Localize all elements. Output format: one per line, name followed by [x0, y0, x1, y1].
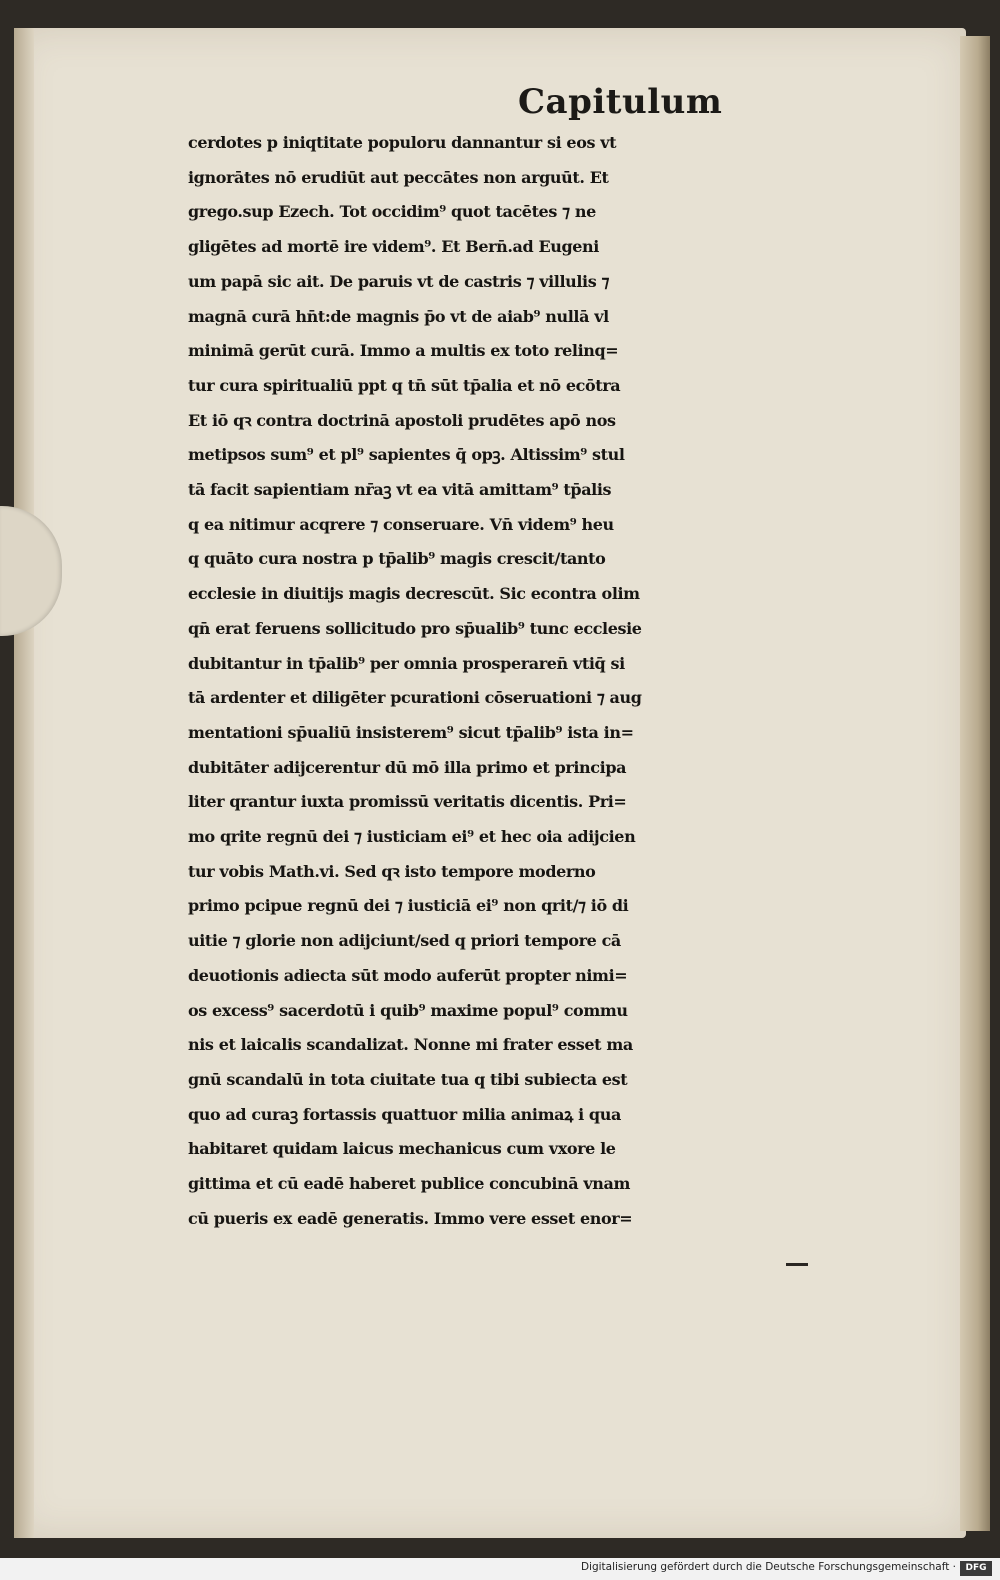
text-line: metipsos sum⁹ et pl⁹ sapientes q̄ opꝫ. Altissim⁹ stul [188, 445, 625, 465]
text-line: gligētes ad mortē ire videm⁹. Et Bern̄.ad Eugeni [188, 237, 599, 257]
text-line: deuotionis adiecta sūt modo auferūt propter nimi= [188, 965, 628, 985]
text-line: tā ardenter et diligēter pcurationi cōseruationi ⁊ aug [188, 688, 642, 708]
text-line: ecclesie in diuitijs magis decrescūt. Sic econtra olim [188, 584, 640, 604]
text-line: q ea nitimur acqrere ⁊ conseruare. Vn̄ videm⁹ heu [188, 514, 614, 534]
text-line: ignorātes nō erudiūt aut peccātes non arguūt. Et [188, 167, 609, 187]
running-head: Capitulum [518, 82, 723, 122]
text-line: dubitantur in tp̄alib⁹ per omnia prosperaren̄ vtiq̄ si [188, 653, 625, 673]
text-line: primo pcipue regnū dei ⁊ iusticiā ei⁹ non qrit/⁊ iō di [188, 896, 629, 916]
book-fore-edge [960, 36, 990, 1531]
page-gutter [14, 28, 34, 1538]
text-block [188, 126, 943, 1237]
footer-bar [0, 1558, 1000, 1580]
text-line: os excess⁹ sacerdotū i quib⁹ maxime popul⁹ commu [188, 1000, 628, 1020]
text-line: mo qrite regnū dei ⁊ iusticiam ei⁹ et hec oia adijcien [188, 827, 636, 847]
text-line: um papā sic ait. De paruis vt de castris ⁊ villulis ⁊ [188, 271, 610, 291]
text-line: tur vobis Math.vi. Sed qꝛ isto tempore moderno [188, 861, 596, 881]
text-line: grego.sup Ezech. Tot occidim⁹ quot tacētes ⁊ ne [188, 202, 596, 222]
text-line: cū pueris ex eadē generatis. Immo vere esset enor= [188, 1208, 633, 1228]
text-line: magnā curā hn̄t:de magnis p̄o vt de aiab⁹ nullā vl [188, 306, 609, 326]
text-line: tā facit sapientiam nr̄aꝫ vt ea vitā amittam⁹ tp̄alis [188, 480, 612, 500]
text-line: tur cura spiritualiū ppt q tn̄ sūt tp̄alia et nō ecōtra [188, 375, 621, 395]
text-line: q quāto cura nostra p tp̄alib⁹ magis crescit/tanto [188, 549, 606, 569]
text-line: minimā gerūt curā. Immo a multis ex toto relinq= [188, 341, 619, 361]
text-line: dubitāter adijcerentur dū mō illa primo et principa [188, 757, 627, 777]
text-line: quo ad curaꝫ fortassis quattuor milia animaꝝ i qua [188, 1104, 621, 1124]
text-line: uitie ⁊ glorie non adijciunt/sed q priori tempore cā [188, 931, 621, 951]
text-line: Et iō qꝛ contra doctrinā apostoli prudētes apō nos [188, 410, 616, 430]
catchword-mark [786, 1263, 808, 1266]
text-line: gittima et cū eadē haberet publice concubinā vnam [188, 1174, 631, 1194]
text-line: qn̄ erat feruens sollicitudo pro sp̄ualib⁹ tunc ecclesie [188, 618, 642, 638]
text-line: nis et laicalis scandalizat. Nonne mi frater esset ma [188, 1035, 633, 1055]
text-line: habitaret quidam laicus mechanicus cum vxore le [188, 1139, 616, 1159]
dfg-logo: DFG [960, 1561, 992, 1576]
text-line: cerdotes p iniqtitate populoru dannantur si eos vt [188, 133, 617, 152]
funding-credit: Digitalisierung gefördert durch die Deutsche Forschungsgemeinschaft · [580, 1561, 956, 1573]
text-line: liter qrantur iuxta promissū veritatis dicentis. Pri= [188, 792, 627, 812]
text-line: gnū scandalū in tota ciuitate tua q tibi subiecta est [188, 1069, 628, 1089]
text-line: mentationi sp̄ualiū insisterem⁹ sicut tp̄alib⁹ ista in= [188, 722, 634, 742]
